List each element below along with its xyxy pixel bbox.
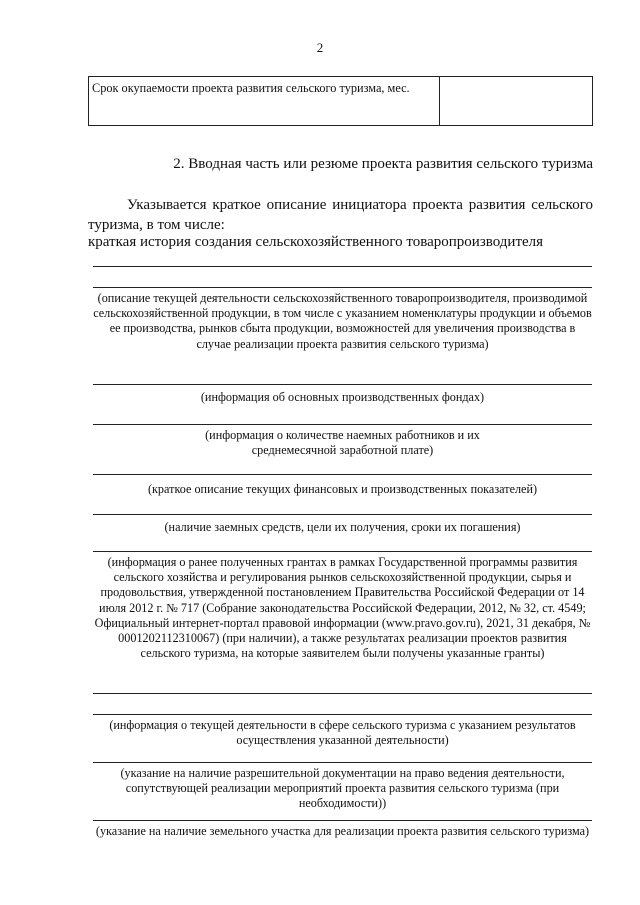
history-label: краткая история создания сельскохозяйственного товаропроизводителя — [88, 234, 544, 250]
intro-paragraph: Указывается краткое описание инициатора проекта развития сельского туризма, в том числе: — [88, 197, 593, 233]
fill-line — [93, 287, 592, 288]
page-number: 2 — [316, 40, 324, 55]
fill-line — [93, 384, 592, 385]
fill-line — [93, 474, 592, 475]
payback-value-cell — [440, 77, 593, 126]
fill-line — [93, 266, 592, 267]
payback-table — [88, 76, 593, 126]
fill-line — [93, 424, 592, 425]
caption-current-activity: (описание текущей деятельности сельскохозяйственного товаропроизводителя, производимой сельскохозяйственной продукции, в том числе с указанием номенклатуры продукции и объемов ее производства, рынков сбыта продукции, возможностей для увеличения производства в случае реализации проекта развития сельского туризма) — [93, 291, 592, 351]
caption-borrowed-funds: (наличие заемных средств, цели их получения, сроки их погашения) — [164, 520, 521, 534]
section-heading: 2. Вводная часть или резюме проекта развития сельского туризма — [173, 156, 593, 172]
caption-tourism-activity: (информация о текущей деятельности в сфере сельского туризма с указанием результатов осуществления указанной деятельности) — [109, 718, 576, 748]
fill-line — [93, 714, 592, 715]
fill-line — [93, 551, 592, 552]
fill-line — [93, 693, 592, 694]
caption-employees: (информация о количестве наемных работников и их среднемесячной заработной плате) — [205, 428, 480, 458]
caption-permits: (указание на наличие разрешительной документации на право ведения деятельности, сопутствующей реализации мероприятий проекта развития сельского туризма (при необходимости)) — [120, 766, 565, 811]
caption-financial-indicators: (краткое описание текущих финансовых и производственных показателей) — [147, 482, 538, 496]
caption-land-plot: (указание на наличие земельного участка для реализации проекта развития сельского туризма) — [95, 824, 590, 838]
caption-previous-grants: (информация о ранее полученных грантах в рамках Государственной программы развития сельского хозяйства и регулирования рынков сельскохозяйственной продукции, сырья и продовольствия, утвержденной постановлением Правительства Российской Федерации от 14 июля 2012 г. № 717 (Собрание законодательства Российской Федерации, 2012, № 32, ст. 4549; Официальный интернет-портал правовой информации (www.pravo.gov.ru), 2021, 31 декабря, № 0001202112310067) (при наличии), а также результатах реализации проектов развития сельского туризма, на которые заявителем были получены указанные гранты) — [94, 555, 591, 661]
fill-line — [93, 820, 592, 821]
payback-label: Срок окупаемости проекта развития сельского туризма, мес. — [89, 77, 440, 126]
caption-fixed-assets: (информация об основных производственных фондах) — [200, 390, 485, 404]
fill-line — [93, 762, 592, 763]
table-row — [89, 77, 593, 126]
fill-line — [93, 514, 592, 515]
